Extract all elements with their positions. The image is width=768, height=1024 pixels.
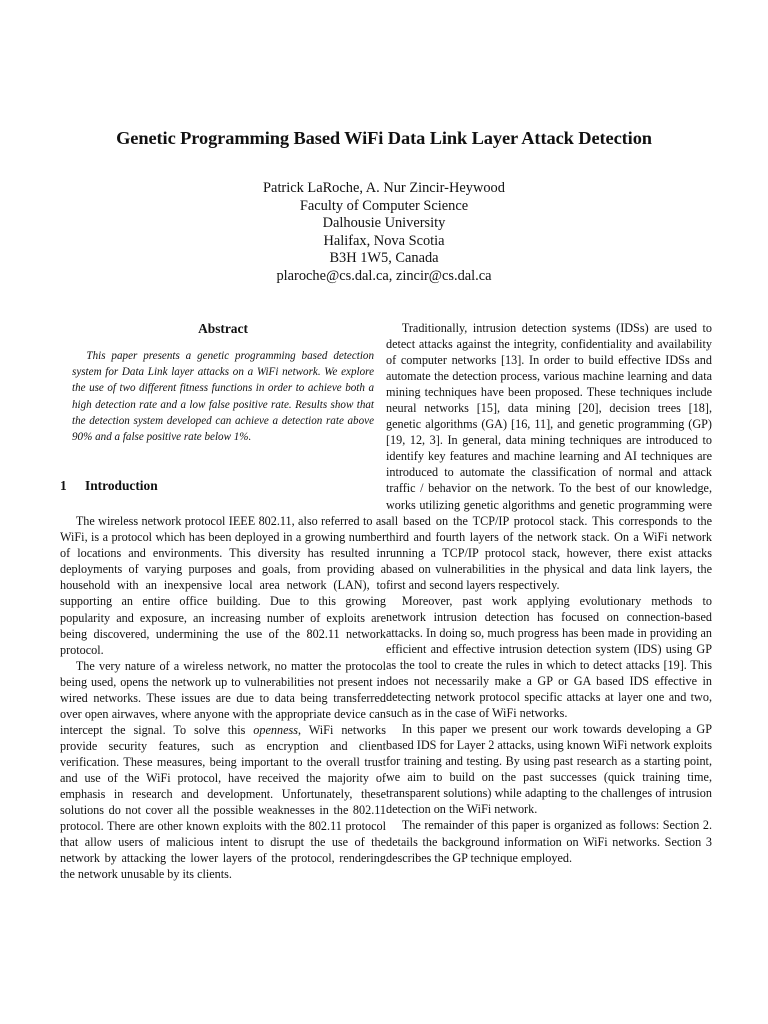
right-paragraph-2: Moreover, past work applying evolutionary methods to network intrusion detection has focused on connection-based attacks. In doing so, much progress has been made in providing an efficient and effective intrusion detection system (IDS) using GP as the tool to create the rules in which to detect attacks [19]. This does not necessarily make a GP or GA based IDS effective in detecting network protocol specific attacks at layer one and two, such as in the case of WiFi networks. — [386, 593, 712, 721]
author-block — [0, 180, 768, 286]
abstract-heading: Abstract — [198, 321, 248, 336]
section-number: 1 — [60, 478, 67, 494]
right-paragraph-3: In this paper we present our work towards developing a GP based IDS for Layer 2 attacks, using known WiFi network exploits for training and testing. By using past research as a starting point, we aim to build on the past successes (quick training time, transparent solutions) while adapting to the challenges of intrusion detection on the WiFi network. — [386, 722, 712, 817]
author-university: Dalhousie University — [322, 215, 446, 232]
right-paragraph-4: The remainder of this paper is organized as follows: Section 2. details the background information on WiFi networks. Section 3 describes the GP technique employed. — [386, 818, 712, 865]
abstract-body: This paper presents a genetic programming based detection system for Data Link layer attacks on a WiFi network. We explore the use of two different fitness functions in order to achieve both a high detection rate and a low false positive rate. Results show that the detection system developed can achieve a detection rate above 90% and a false positive rate below 1%. — [72, 350, 374, 444]
paper-title: Genetic Programming Based WiFi Data Link Layer Attack Detection — [116, 128, 652, 148]
section-heading-introduction — [60, 477, 386, 495]
left-column — [60, 320, 386, 882]
author-emails: plaroche@cs.dal.ca, zincir@cs.dal.ca — [276, 267, 492, 284]
emphasis-openness: openness — [253, 722, 298, 737]
right-column — [386, 320, 712, 866]
author-postal: B3H 1W5, Canada — [329, 250, 439, 267]
intro-paragraph-1: The wireless network protocol IEEE 802.11, also referred to as WiFi, is a protocol which has been deployed in a growing number of locations and environments. This diversity has resulted in deployments of varying purposes and goals, from providing a household with an inexpensive local area network (LAN), to supporting an entire office building. Due to this growing popularity and exposure, an increasing number of exploits are being discovered, undermining the use of the 802.11 network protocol. — [60, 514, 386, 657]
author-department: Faculty of Computer Science — [299, 197, 469, 214]
author-names: Patrick LaRoche, A. Nur Zincir-Heywood — [263, 180, 505, 196]
right-paragraph-1: Traditionally, intrusion detection systems (IDSs) are used to detect attacks against the integrity, confidentiality and availability of computer networks [13]. In order to build effective IDSs and automate the detection process, various machine learning and data mining techniques have been proposed. These techniques include neural networks [15], data mining [20], decision trees [18], genetic algorithms (GA) [16, 11], and genetic programming (GP) [19, 12, 3]. In general, data mining techniques are introduced to identify key features and machine learning and AI techniques are introduced to automate the classification of normal and attack traffic / behavior on the network. To the best of our knowledge, works utilizing genetic algorithms and genetic programming were all based on the TCP/IP protocol stack. This corresponds to the third and fourth layers of the network stack. On a WiFi network running a TCP/IP protocol stack, however, there exist attacks based on vulnerabilities in the physical and data link layers, the first and second layers respectively. — [386, 321, 712, 592]
section-title: Introduction — [85, 478, 158, 494]
author-city: Halifax, Nova Scotia — [323, 232, 445, 249]
intro-paragraph-2: The very nature of a wireless network, no matter the protocol being used, opens the network up to vulnerabilities not present in wired networks. These issues are due to data being transferred over open airwaves, where anyone with the appropriate device can intercept the signal. To solve this openness, WiFi networks provide security features, such as encryption and client verification. These measures, being important to the overall trust and use of the WiFi protocol, have received the majority of emphasis in research and development. Unfortunately, these solutions do not cover all the possible weaknesses in the 802.11 protocol. There are other known exploits with the 802.11 protocol that allow users of malicious intent to disrupt the use of the network by attacking the lower layers of the protocol, rendering the network unusable by its clients. — [60, 658, 386, 882]
